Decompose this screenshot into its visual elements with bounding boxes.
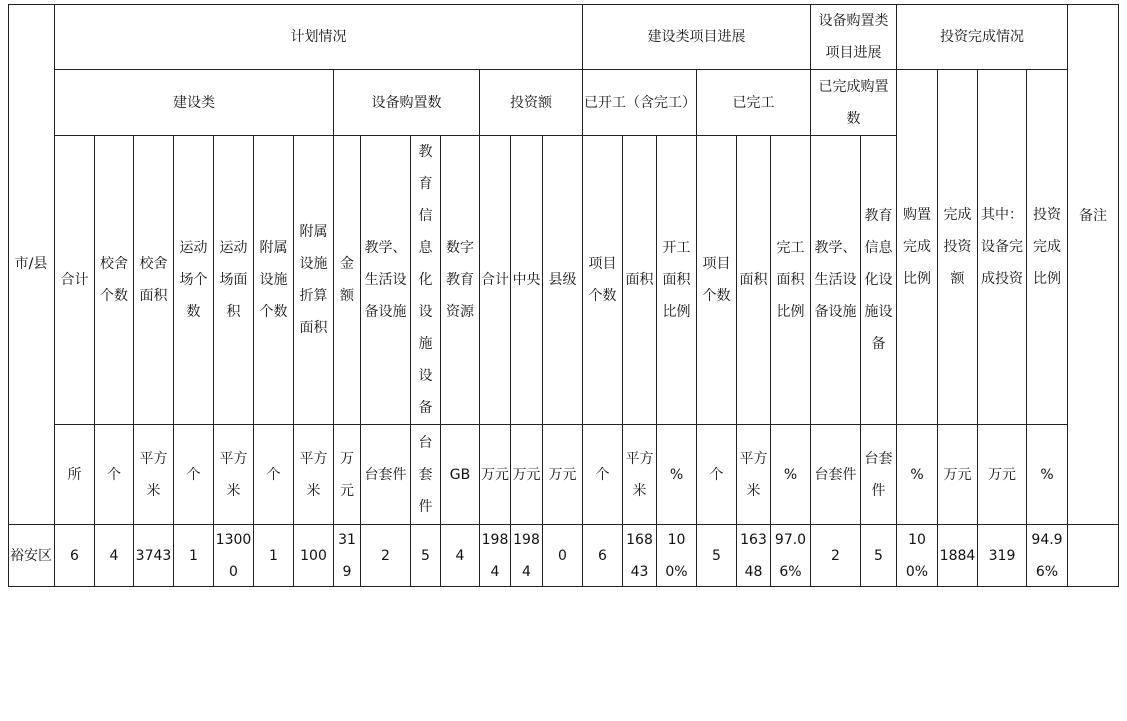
unit-cell — [697, 425, 737, 525]
start-area-ratio-header — [657, 136, 697, 425]
equipment-count-header — [334, 70, 480, 136]
data-cell — [1027, 525, 1068, 587]
unit-cell-text: 所 — [67, 466, 82, 483]
unit-cell — [897, 425, 938, 525]
unit-cell-text: 万元 — [943, 466, 972, 483]
school-area-header-text: 校舍面积 — [139, 256, 168, 304]
build-category-header-text: 建设类 — [173, 94, 215, 111]
unit-cell-text: 平方米 — [139, 450, 168, 499]
plan-header-text: 计划情况 — [290, 28, 347, 45]
data-cell — [254, 525, 294, 587]
unit-cell-text: 平方米 — [739, 450, 768, 499]
data-cell — [174, 525, 214, 587]
unit-cell-text: 万元 — [481, 466, 509, 483]
school-area-header — [134, 136, 174, 425]
done-invest-header — [938, 70, 978, 425]
area2-header-text: 面积 — [739, 272, 768, 288]
completed-header — [697, 70, 811, 136]
unit-cell-text: 万元 — [548, 466, 577, 483]
inv-total-header-text: 合计 — [481, 272, 509, 288]
unit-cell-text: 台套件 — [418, 434, 433, 515]
unit-cell — [737, 425, 771, 525]
purchase-ratio-header-text: 购置完成比例 — [903, 207, 931, 287]
data-cell — [361, 525, 411, 587]
unit-cell — [583, 425, 623, 525]
unit-cell-text: % — [1040, 466, 1054, 483]
data-cell-text: 94.96% — [1031, 531, 1063, 580]
data-cell-text: 4 — [109, 547, 119, 564]
unit-cell — [334, 425, 361, 525]
purchased-header-text: 已完成购置数 — [818, 78, 889, 127]
digital-resource-header-text: 数字教育资源 — [446, 240, 474, 320]
unit-cell — [811, 425, 861, 525]
proj-count2-header-text: 项目个数 — [702, 256, 731, 304]
edu-it-equipment-header — [411, 136, 441, 425]
data-cell-text: 16843 — [626, 531, 653, 580]
data-cell-text: 1 — [189, 547, 198, 564]
data-cell-text: 97.06% — [774, 531, 807, 580]
build-progress-header-text: 建设类项目进展 — [647, 28, 746, 45]
unit-cell-text: GB — [449, 466, 471, 483]
unit-cell — [543, 425, 583, 525]
data-cell-text: 100 — [300, 547, 327, 564]
of-which-equipment-header-text: 其中：设备完成投资 — [981, 207, 1023, 287]
unit-cell — [938, 425, 978, 525]
data-cell — [938, 525, 978, 587]
data-cell — [480, 525, 511, 587]
ancillary-area-header-text: 附属设施折算面积 — [299, 224, 328, 336]
data-cell — [511, 525, 543, 587]
total-header — [55, 136, 95, 425]
data-cell — [411, 525, 441, 587]
data-cell — [897, 525, 938, 587]
start-area-ratio-header-text: 开工面积比例 — [662, 240, 691, 320]
ancillary-area-header — [294, 136, 334, 425]
county-header — [543, 136, 583, 425]
teaching-equipment-header-text: 教学、生活设备设施 — [364, 240, 407, 320]
region-header — [8, 4, 55, 525]
amount-header-text: 金额 — [340, 256, 354, 304]
edu-it-equipment-header-text: 教育信息化设施设备 — [418, 144, 433, 416]
data-cell-text: 100% — [665, 531, 688, 580]
unit-cell-text: 万元 — [340, 450, 354, 499]
remark-header — [1068, 4, 1119, 525]
data-cell-text: 0 — [558, 547, 567, 564]
region-header-text: 市/县 — [14, 256, 48, 272]
purchased-header — [811, 70, 897, 136]
region-cell-text: 裕安区 — [10, 547, 52, 564]
unit-cell — [480, 425, 511, 525]
data-cell — [334, 525, 361, 587]
data-cell — [861, 525, 897, 587]
done-area-ratio-header — [771, 136, 811, 425]
unit-cell — [214, 425, 254, 525]
data-cell-text: 319 — [988, 547, 1016, 564]
data-cell-text: 5 — [421, 547, 430, 564]
unit-cell — [361, 425, 411, 525]
proj-count-header — [583, 136, 623, 425]
area-header-text: 面积 — [625, 272, 654, 288]
unit-cell-text: 个 — [709, 466, 724, 483]
proj-count2-header — [697, 136, 737, 425]
sports-area-header — [214, 136, 254, 425]
unit-cell-text: 台套件 — [864, 450, 893, 499]
inv-total-header — [480, 136, 511, 425]
unit-cell — [441, 425, 480, 525]
unit-cell — [861, 425, 897, 525]
sports-area-header-text: 运动场面积 — [219, 240, 248, 320]
done-area-ratio-header-text: 完工面积比例 — [776, 240, 805, 320]
plan-header — [55, 4, 583, 70]
data-cell-text: 5 — [874, 547, 883, 564]
unit-cell-text: 万元 — [512, 466, 541, 483]
region-cell — [8, 525, 55, 587]
digital-resource-header — [441, 136, 480, 425]
unit-cell — [254, 425, 294, 525]
teaching-equipment2-header-text: 教学、生活设备设施 — [814, 240, 857, 320]
purchase-progress-header-text: 设备购置类项目进展 — [818, 12, 889, 61]
unit-cell-text: 万元 — [988, 466, 1016, 483]
schools-header — [95, 136, 134, 425]
data-cell — [771, 525, 811, 587]
unit-cell-text: % — [669, 466, 684, 483]
data-cell — [214, 525, 254, 587]
ancillary-count-header — [254, 136, 294, 425]
equipment-count-header-text: 设备购置数 — [371, 94, 442, 111]
sports-count-header-text: 运动场个数 — [179, 240, 208, 320]
data-cell — [657, 525, 697, 587]
remark-header-text: 备注 — [1079, 208, 1107, 224]
build-category-header — [55, 70, 334, 136]
unit-cell — [294, 425, 334, 525]
proj-count-header-text: 项目个数 — [588, 256, 617, 304]
central-header-text: 中央 — [512, 272, 541, 288]
data-cell-text: 16348 — [740, 531, 767, 580]
unit-cell-text: 个 — [266, 466, 281, 483]
unit-cell — [511, 425, 543, 525]
data-cell-text: 6 — [598, 547, 607, 564]
data-cell-text: 3743 — [135, 547, 172, 564]
unit-cell-text: 平方米 — [625, 450, 654, 499]
of-which-equipment-header — [978, 70, 1027, 425]
data-cell-text: 100% — [905, 531, 929, 580]
data-cell — [623, 525, 657, 587]
data-cell — [583, 525, 623, 587]
completed-header-text: 已完工 — [732, 94, 775, 111]
unit-cell-text: % — [783, 466, 798, 483]
unit-cell — [1027, 425, 1068, 525]
unit-cell — [771, 425, 811, 525]
data-cell — [1068, 525, 1119, 587]
investment-progress-table — [8, 4, 1119, 587]
ancillary-count-header-text: 附属设施个数 — [259, 240, 288, 320]
data-cell-text: 2 — [381, 547, 390, 564]
teaching-equipment-header — [361, 136, 411, 425]
unit-cell-text: 个 — [107, 466, 121, 483]
amount-header — [334, 136, 361, 425]
unit-cell-text: 个 — [595, 466, 610, 483]
started-header-text: 已开工（含完工） — [584, 94, 696, 111]
unit-cell-text: 台套件 — [814, 466, 857, 483]
central-header — [511, 136, 543, 425]
unit-cell — [55, 425, 95, 525]
data-cell-text: 4 — [455, 547, 465, 564]
data-cell-text: 2 — [831, 547, 840, 564]
edu-it-equipment2-header — [861, 136, 897, 425]
invest-ratio-header-text: 投资完成比例 — [1033, 207, 1061, 287]
purchase-ratio-header — [897, 70, 938, 425]
build-progress-header — [583, 4, 811, 70]
data-cell-text: 319 — [338, 531, 356, 580]
done-invest-header-text: 完成投资额 — [943, 207, 972, 287]
unit-cell — [657, 425, 697, 525]
county-header-text: 县级 — [548, 272, 577, 288]
unit-cell-text: 个 — [186, 466, 201, 483]
data-cell — [978, 525, 1027, 587]
data-cell — [811, 525, 861, 587]
unit-cell — [978, 425, 1027, 525]
unit-cell-text: % — [910, 466, 924, 483]
unit-cell — [174, 425, 214, 525]
unit-cell — [411, 425, 441, 525]
data-cell-text: 1884 — [939, 547, 976, 564]
edu-it-equipment2-header-text: 教育信息化设施设备 — [864, 208, 893, 352]
data-cell — [55, 525, 95, 587]
data-cell-text: 13000 — [215, 531, 252, 580]
unit-cell-text: 平方米 — [219, 450, 248, 499]
unit-cell-text: 台套件 — [364, 466, 407, 483]
data-cell-text: 5 — [712, 547, 721, 564]
investment-header-text: 投资额 — [510, 94, 552, 111]
started-header — [583, 70, 697, 136]
data-cell — [697, 525, 737, 587]
invest-ratio-header — [1027, 70, 1068, 425]
unit-cell — [134, 425, 174, 525]
data-cell — [441, 525, 480, 587]
data-cell-text: 1984 — [513, 531, 540, 580]
data-cell-text: 1984 — [481, 531, 509, 580]
schools-header-text: 校舍个数 — [100, 256, 128, 304]
data-cell — [543, 525, 583, 587]
total-header-text: 合计 — [60, 272, 89, 288]
unit-cell — [95, 425, 134, 525]
unit-cell-text: 平方米 — [299, 450, 328, 499]
data-cell — [294, 525, 334, 587]
area2-header — [737, 136, 771, 425]
data-cell-text: 1 — [269, 547, 278, 564]
data-cell — [134, 525, 174, 587]
area-header — [623, 136, 657, 425]
invest-completion-header-text: 投资完成情况 — [940, 28, 1024, 45]
invest-completion-header — [897, 4, 1068, 70]
investment-header — [480, 70, 583, 136]
data-cell — [737, 525, 771, 587]
sports-count-header — [174, 136, 214, 425]
purchase-progress-header — [811, 4, 897, 70]
teaching-equipment2-header — [811, 136, 861, 425]
unit-cell — [623, 425, 657, 525]
data-cell-text: 6 — [70, 547, 79, 564]
data-cell — [95, 525, 134, 587]
